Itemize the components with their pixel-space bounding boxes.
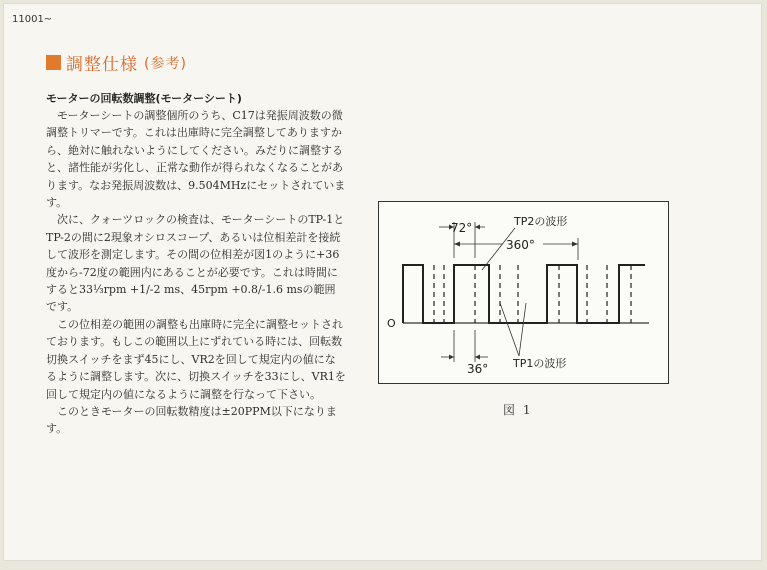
section-title-suffix: (参考)	[144, 55, 187, 72]
orange-square-icon	[46, 55, 61, 70]
label-360deg: 360°	[506, 238, 535, 252]
waveform-figure	[378, 201, 669, 384]
label-36deg: 36°	[467, 362, 489, 376]
zero-label: O	[387, 317, 396, 330]
figure-caption: 図 1	[503, 403, 533, 417]
paragraph-2: 次に、クォーツロックの検査は、モーターシートのTP-1とTP-2の間に2現象オシロスコープ、あるいは位相差計を接続して波形を測定します。その間の位相差が図1のように+36度から-72度の範囲内にあることが必要です。これは時間にすると33⅓rpm +1/-2 ms、45rpm +0.8/-1.6 msの範囲です。	[46, 213, 345, 314]
paragraph-4: このときモーターの回転数精度は±20PPM以下になります。	[46, 404, 337, 436]
section-title	[46, 50, 187, 75]
document-page	[4, 4, 761, 560]
label-72deg: 72°	[451, 221, 473, 235]
tp2-label: TP2の波形	[514, 215, 568, 228]
page-code: 11001~	[12, 14, 53, 25]
body-text	[46, 107, 346, 438]
tp1-waveform	[403, 265, 645, 323]
waveform-diagram	[379, 202, 668, 383]
section-title-text: 調整仕様	[66, 55, 138, 75]
paragraph-3: この位相差の範囲の調整も出庫時に完全に調整セットされております。もしこの範囲以上にずれている時には、回転数切換スイッチをまず45にし、VR2を回して規定内の値になるように調整します。次に、切換スイッチを33にし、VR1を回して規定内の値になるように調整を行なって下さい。	[46, 317, 346, 401]
subsection-title: モーターの回転数調整(モーターシート)	[46, 92, 242, 105]
tp2-waveform	[434, 265, 631, 323]
paragraph-1: モーターシートの調整個所のうち、C17は発振周波数の微調整トリマーです。これは出庫時に完全調整してありますから、絶対に触れないようにしてください。みだりに調整すると、諸性能が劣化し、正常な動作が得られなくなることがあります。なお発振周波数は、9.504MHzにセットされています。	[46, 109, 346, 210]
tp1-label: TP1の波形	[513, 357, 567, 370]
